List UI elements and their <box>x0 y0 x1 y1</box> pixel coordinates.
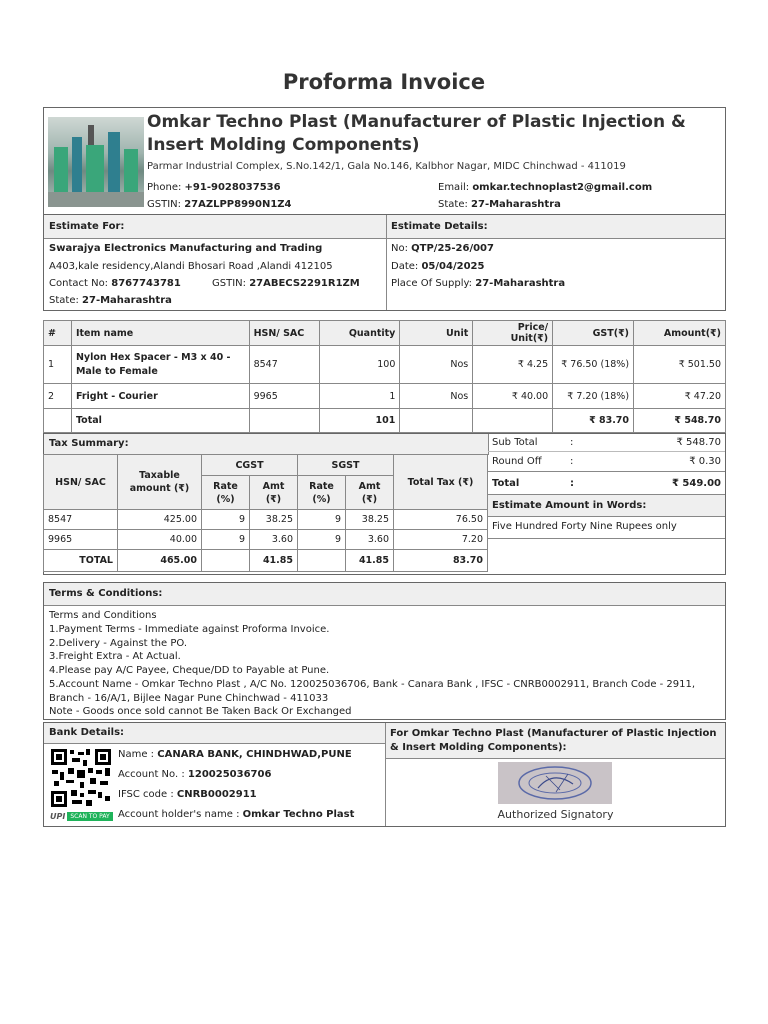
tax-summary-header: Tax Summary: <box>49 438 129 449</box>
terms-line: 5.Account Name - Omkar Techno Plast , A/C No. 120025036706, Bank - Canara Bank , IFSC - CNRB0002911, Branch Code - 2911, Branch - 16/A/1, Bijlee Nagar Pune Chinchwad - 411033 <box>49 679 696 704</box>
estimate-header-row <box>44 215 725 239</box>
company-address: Parmar Industrial Complex, S.No.142/1, Gala No.146, Kalbhor Nagar, MIDC Chinchwad - 411019 <box>147 161 626 172</box>
terms-line: 2.Delivery - Against the PO. <box>49 638 188 649</box>
customer-gstin: GSTIN: 27ABECS2291R1ZM <box>212 278 360 289</box>
col-price: Price/ Unit(₹) <box>473 321 553 346</box>
qr-code-icon <box>50 748 112 808</box>
col-hsn: HSN/ SAC <box>249 321 320 346</box>
qr-code <box>50 748 112 808</box>
company-stamp <box>498 762 612 804</box>
company-gstin: GSTIN: 27AZLPP8990N1Z4 <box>147 199 292 210</box>
roundoff-label: Round Off <box>492 456 542 467</box>
page-title: Proforma Invoice <box>282 70 486 94</box>
subtotal-label: Sub Total <box>492 437 538 448</box>
total-value: ₹ 549.00 <box>671 478 721 489</box>
col-no: # <box>44 321 72 346</box>
items-header-row <box>44 321 726 346</box>
roundoff-value: ₹ 0.30 <box>689 456 721 467</box>
customer-name: Swarajya Electronics Manufacturing and Trading <box>49 243 323 254</box>
place-of-supply: Place Of Supply: 27-Maharashtra <box>391 278 566 289</box>
upi-badge <box>50 810 113 822</box>
subtotal-value: ₹ 548.70 <box>676 437 721 448</box>
company-logo <box>48 117 144 207</box>
table-row: 8547 425.00 9 38.25 9 38.25 76.50 <box>44 510 488 530</box>
company-header <box>43 107 726 215</box>
table-row: 1 Nylon Hex Spacer - M3 x 40 - Male to Female 8547 100 Nos ₹ 4.25 ₹ 76.50 (18%) ₹ 501.50 <box>44 346 726 384</box>
amount-words-header: Estimate Amount in Words: <box>492 500 647 511</box>
col-gst: GST(₹) <box>553 321 634 346</box>
amount-summary: Sub Total : ₹ 548.70 Round Off : ₹ 0.30 Total : ₹ 549.00 Estimate Amount in Words: Five Hundred Forty Nine Rupees only <box>488 433 725 574</box>
total-label: Total <box>492 478 520 489</box>
table-row: 9965 40.00 9 3.60 9 3.60 7.20 <box>44 530 488 550</box>
bank-ifsc: IFSC code : CNRB0002911 <box>118 789 257 800</box>
authorized-signatory-label: Authorized Signatory <box>497 808 614 821</box>
estimate-section <box>43 214 726 311</box>
bank-signatory-section <box>43 722 726 827</box>
customer-contact: Contact No: 8767743781 <box>49 278 181 289</box>
terms-line: Note - Goods once sold cannot Be Taken Back Or Exchanged <box>49 706 352 717</box>
estimate-details-header: Estimate Details: <box>391 221 488 232</box>
customer-address: A403,kale residency,Alandi Bhosari Road ,Alandi 412105 <box>49 261 333 272</box>
terms-section <box>43 582 726 720</box>
scan-to-pay-label: SCAN TO PAY <box>67 812 112 821</box>
company-name: Omkar Techno Plast (Manufacturer of Plastic Injection & Insert Molding Components) <box>147 112 686 155</box>
customer-state: State: 27-Maharashtra <box>49 295 172 306</box>
tax-summary-table: HSN/ SAC Taxable amount (₹) CGST SGST Total Tax (₹) Rate (%) Amt (₹) Rate (%) Amt (₹) 8547 425.00 9 38.25 9 38.25 76.50 9965 40.00 9 3.60 9 3.60 7.20 TOTAL 465.00 41.85 41.85 83.70 <box>43 454 488 572</box>
estimate-for-header: Estimate For: <box>49 221 125 232</box>
upi-logo: UPI <box>50 811 66 821</box>
col-amount: Amount(₹) <box>634 321 726 346</box>
terms-line: 4.Please pay A/C Payee, Cheque/DD to Payable at Pune. <box>49 665 330 676</box>
tax-total-row: TOTAL 465.00 41.85 41.85 83.70 <box>44 550 488 572</box>
items-total-row: Total 101 ₹ 83.70 ₹ 548.70 <box>44 409 726 433</box>
col-quantity: Quantity <box>320 321 400 346</box>
company-phone: Phone: +91-9028037536 <box>147 182 281 193</box>
amount-words: Five Hundred Forty Nine Rupees only <box>492 521 677 532</box>
terms-line: 1.Payment Terms - Immediate against Proforma Invoice. <box>49 624 330 635</box>
estimate-no: No: QTP/25-26/007 <box>391 243 494 254</box>
bank-account-no: Account No. : 120025036706 <box>118 769 272 780</box>
bank-details-header: Bank Details: <box>49 727 125 738</box>
factory-machine-icon <box>48 117 144 207</box>
terms-header: Terms & Conditions: <box>49 588 163 599</box>
signatory-header: For Omkar Techno Plast (Manufacturer of Plastic Injection & Insert Molding Components): <box>390 728 717 753</box>
estimate-date: Date: 05/04/2025 <box>391 261 485 272</box>
stamp-seal-icon <box>498 762 612 804</box>
table-row: 2 Fright - Courier 9965 1 Nos ₹ 40.00 ₹ 7.20 (18%) ₹ 47.20 <box>44 384 726 409</box>
terms-line: Terms and Conditions <box>49 610 157 621</box>
company-email: Email: omkar.technoplast2@gmail.com <box>438 182 653 193</box>
bank-name: Name : CANARA BANK, CHINDHWAD,PUNE <box>118 749 352 760</box>
col-unit: Unit <box>400 321 473 346</box>
col-item-name: Item name <box>71 321 249 346</box>
company-state: State: 27-Maharashtra <box>438 199 561 210</box>
terms-line: 3.Freight Extra - At Actual. <box>49 651 181 662</box>
bank-holder: Account holder's name : Omkar Techno Plast <box>118 809 355 820</box>
items-table <box>43 320 726 433</box>
